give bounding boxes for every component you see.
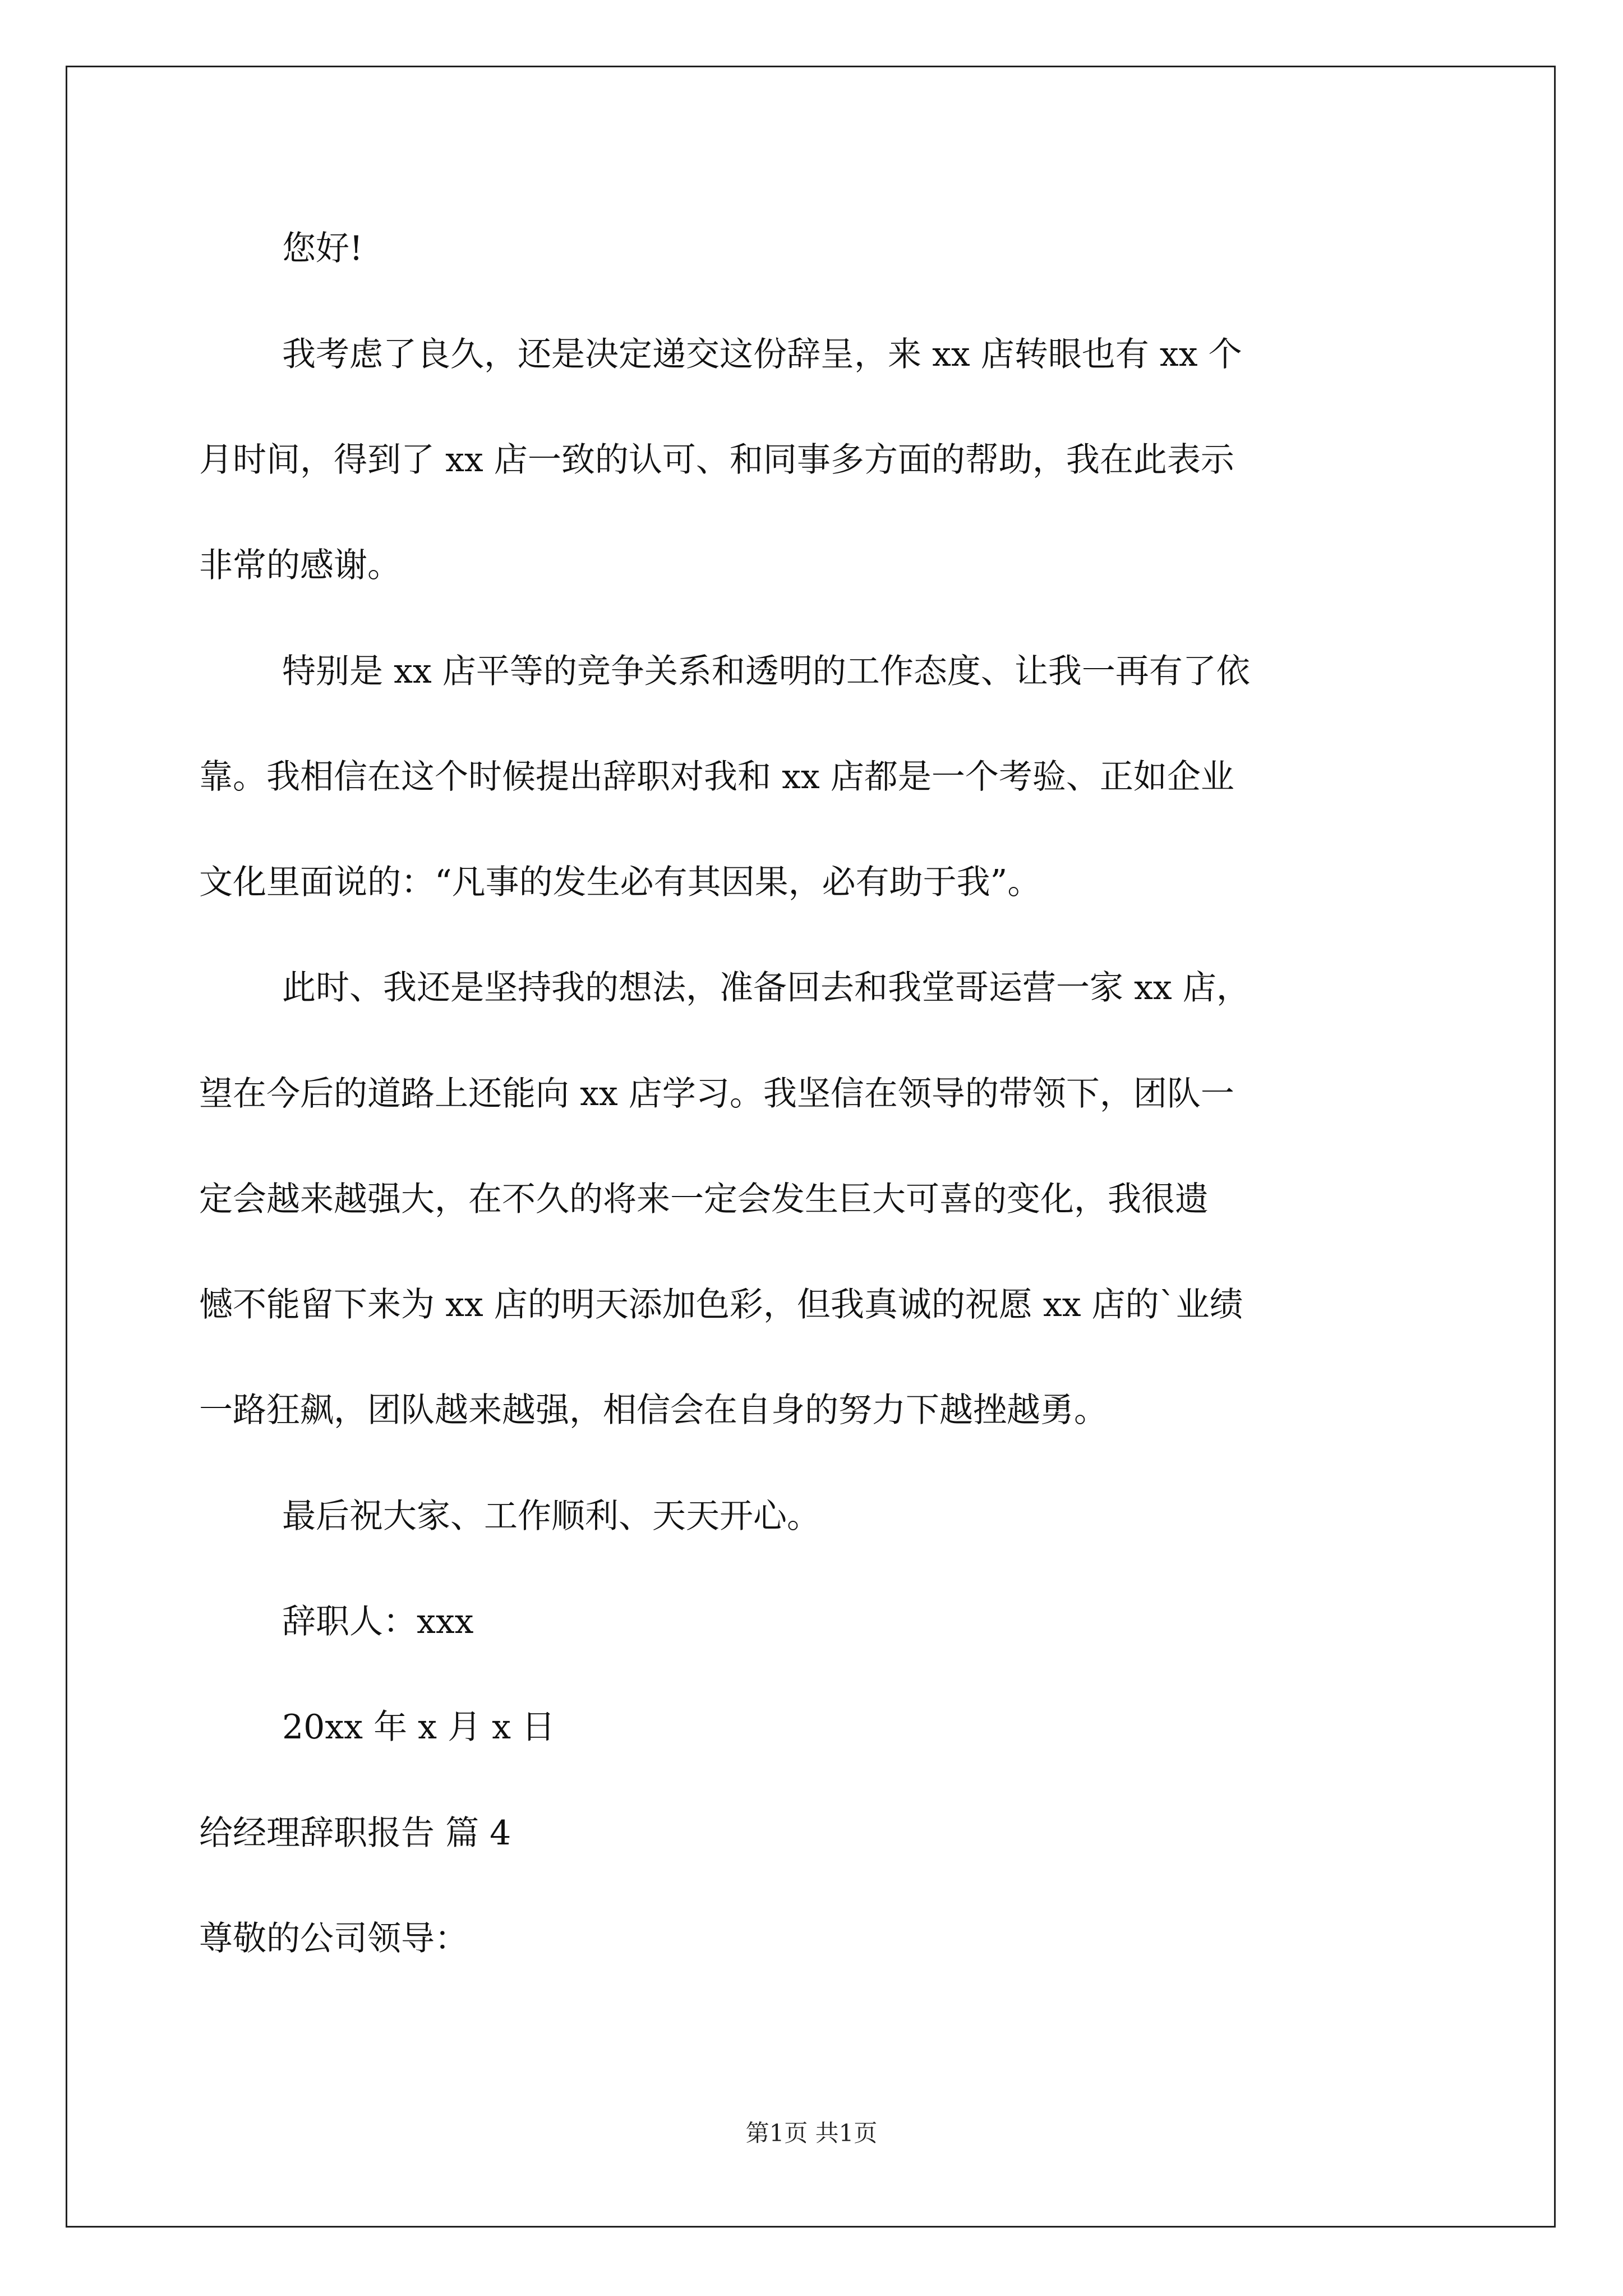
paragraph-2-line-2: 靠。我相信在这个时候提出辞职对我和 xx 店都是一个考验、正如企业	[199, 757, 1234, 797]
greeting: 您好!	[282, 229, 363, 268]
paragraph-1-line-2: 月时间，得到了 xx 店一致的认可、和同事多方面的帮助，我在此表示	[199, 440, 1234, 480]
paragraph-3-line-1: 此时、我还是坚持我的想法，准备回去和我堂哥运营一家 xx 店，	[282, 968, 1250, 1007]
paragraph-3-line-4: 憾不能留下来为 xx 店的明天添加色彩，但我真诚的祝愿 xx 店的`业绩	[199, 1285, 1243, 1324]
paragraph-3-line-3: 定会越来越强大，在不久的将来一定会发生巨大可喜的变化，我很遗	[199, 1180, 1209, 1219]
signature: 辞职人：xxx	[282, 1602, 474, 1641]
paragraph-3-line-2: 望在今后的道路上还能向 xx 店学习。我坚信在领导的带领下，团队一	[199, 1074, 1234, 1114]
page-border	[66, 66, 1556, 2228]
paragraph-3-line-5: 一路狂飙，团队越来越强，相信会在自身的努力下越挫越勇。	[199, 1391, 1108, 1430]
closing-wishes: 最后祝大家、工作顺利、天天开心。	[282, 1497, 820, 1536]
paragraph-1-line-3: 非常的感谢。	[199, 546, 401, 585]
salutation: 尊敬的公司领导：	[199, 1919, 468, 1958]
date: 20xx 年 x 月 x 日	[282, 1708, 556, 1747]
paragraph-1-line-1: 我考虑了良久，还是决定递交这份辞呈，来 xx 店转眼也有 xx 个	[282, 335, 1242, 374]
paragraph-2-line-3: 文化里面说的：“凡事的发生必有其因果，必有助于我”。	[199, 863, 1041, 902]
page-footer: 第1页 共1页	[745, 2119, 878, 2147]
section-heading: 给经理辞职报告 篇 4	[199, 1814, 511, 1853]
paragraph-2-line-1: 特别是 xx 店平等的竞争关系和透明的工作态度、让我一再有了依	[282, 652, 1250, 691]
